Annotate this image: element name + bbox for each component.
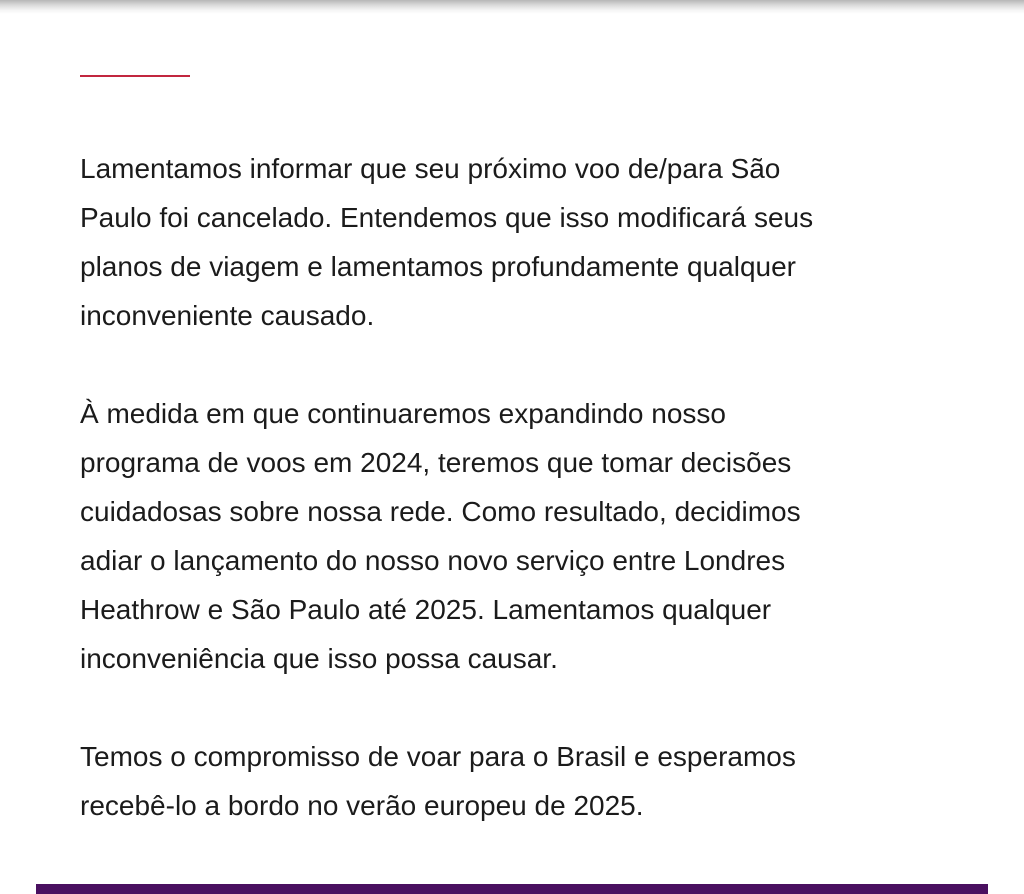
paragraph-network-decision: À medida em que continuaremos expandindo nosso programa de voos em 2024, teremos que tomar decisões cuidadosas sobre nossa rede. Como resultado, decidimos adiar o lançamento do nosso novo serviço entre Londres Heathrow e São Paulo até 2025. Lamentamos qualquer inconveniência que isso possa causar. xyxy=(80,398,801,674)
paragraph-cancellation: Lamentamos informar que seu próximo voo de/para São Paulo foi cancelado. Entendemos que isso modificará seus planos de viagem e lamentamos profundamente qualquer inconveniente causado. xyxy=(80,153,814,331)
paragraph-commitment: Temos o compromisso de voar para o Brasil e esperamos recebê-lo a bordo no verão europeu de 2025. xyxy=(80,741,796,821)
email-body xyxy=(80,144,960,879)
accent-divider xyxy=(80,75,190,77)
footer-bar xyxy=(36,884,988,894)
top-scroll-shadow xyxy=(0,0,1024,14)
